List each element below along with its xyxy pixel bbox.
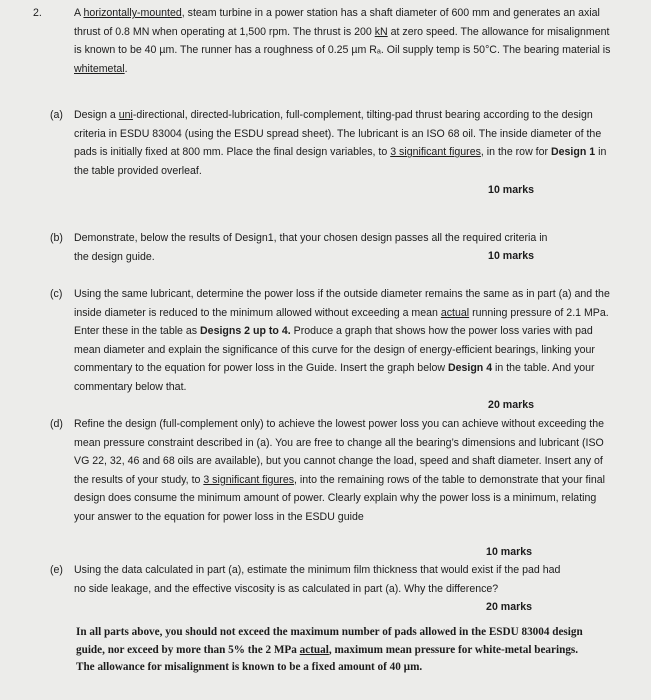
- part-c-label: (c): [50, 288, 63, 300]
- text-run: Demonstrate, below the results of Design1, that your chosen design passes all the required criteria in the design guide.: [74, 232, 548, 263]
- part-b-marks: 10 marks: [488, 250, 534, 262]
- underlined-text: actual: [299, 643, 329, 656]
- part-c-text: [74, 285, 614, 397]
- part-e-text: [74, 561, 574, 598]
- text-run: in the table provided overleaf.: [74, 146, 607, 177]
- text-run: Design a: [74, 109, 119, 121]
- part-b-label: (b): [50, 232, 63, 244]
- text-run: , maximum mean pressure for white-metal bearings. The allowance for misalignment is known to be a fixed amount of 40 µm.: [76, 643, 579, 673]
- text-run: , in the row for: [480, 146, 551, 159]
- underlined-text: kN: [374, 25, 388, 38]
- underlined-text: horizontally-mounted: [83, 7, 182, 19]
- text-run: , into the remaining rows of the table to demonstrate that your final design does consume the minimum amount of power. Clearly explain why the power loss is a minimum, relating your answer to the equation for power loss in the ESDU guide: [74, 473, 605, 523]
- text-run: Using the same lubricant, determine the power loss if the outside diameter remains the same as in part (a) and the inside diameter is reduced to the minimum allowed without exceeding a mean: [74, 288, 610, 319]
- text-run: In all parts above, you should not exceed the maximum number of pads allowed in the ESDU 83004 design guide, nor exceed by more than 5% the 2 MPa: [76, 626, 583, 656]
- bold-text: Designs 2 up to 4.: [200, 325, 291, 338]
- underlined-text: whitemetal: [74, 62, 125, 75]
- part-a-marks: 10 marks: [488, 184, 534, 196]
- question-number: 2.: [33, 7, 42, 19]
- bold-text: Design 1: [550, 146, 596, 159]
- bold-text: Design 4: [447, 362, 493, 375]
- text-run: Refine the design (full-complement only) to achieve the lowest power loss you can achieve without exceeding the mean pressure constraint described in (a). You are free to change all the bearing’s dimensions and lubricant (ISO VG 22, 32, 46 and 68 oils are available), but you cannot change the load, speed and shaft diameter. Insert any of the results of your study, to: [74, 418, 604, 486]
- text-run: A: [74, 7, 84, 19]
- underlined-text: 3 significant figures: [390, 146, 481, 159]
- underlined-text: actual: [440, 306, 470, 319]
- part-e-label: (e): [50, 564, 63, 576]
- question-intro: [74, 4, 619, 78]
- part-d-label: (d): [50, 418, 63, 430]
- text-run: Using the data calculated in part (a), estimate the minimum film thickness that would exist if the pad had no side leakage, and the effective viscosity is as calculated in part (a). Why the difference?: [74, 564, 561, 595]
- text-run: at zero speed. The allowance for misalignment is known to be 40 µm. The runner has a roughness of 0.25 µm Rₐ. Oil supply temp is 50°C. The bearing material is: [74, 25, 611, 57]
- text-run: Produce a graph that shows how the power loss varies with pad mean diameter and explain the significance of this curve for the design of energy-efficient bearings, linking your commentary to the equation for power loss in the Guide. Insert the graph below: [74, 325, 595, 375]
- instructions-note: [76, 624, 596, 677]
- text-run: , steam turbine in a power station has a shaft diameter of 600 mm and generates an axial thrust of 0.8 MN when operating at 1,500 rpm. The thrust is 200: [74, 7, 600, 38]
- part-a-label: (a): [50, 109, 63, 121]
- text-run: in the table. And your commentary below that.: [74, 362, 595, 393]
- underlined-text: 3 significant figures: [203, 473, 295, 486]
- part-e-marks: 20 marks: [486, 601, 532, 613]
- underlined-text: uni: [118, 109, 133, 121]
- part-d-marks: 10 marks: [486, 546, 532, 558]
- text-run: running pressure of 2.1 MPa. Enter these in the table as: [74, 306, 609, 338]
- part-d-text: [74, 415, 614, 527]
- text-run: -directional, directed-lubrication, full-complement, tilting-pad thrust bearing according to the design criteria in ESDU 83004 (using the ESDU spread sheet). The lubricant is an ISO 68 oil. The inside diameter of the pads is initially fixed at 800 mm. Place the final design variables, to: [74, 109, 602, 159]
- part-c-marks: 20 marks: [488, 399, 534, 411]
- text-run: .: [124, 62, 128, 75]
- part-a-text: [74, 106, 614, 180]
